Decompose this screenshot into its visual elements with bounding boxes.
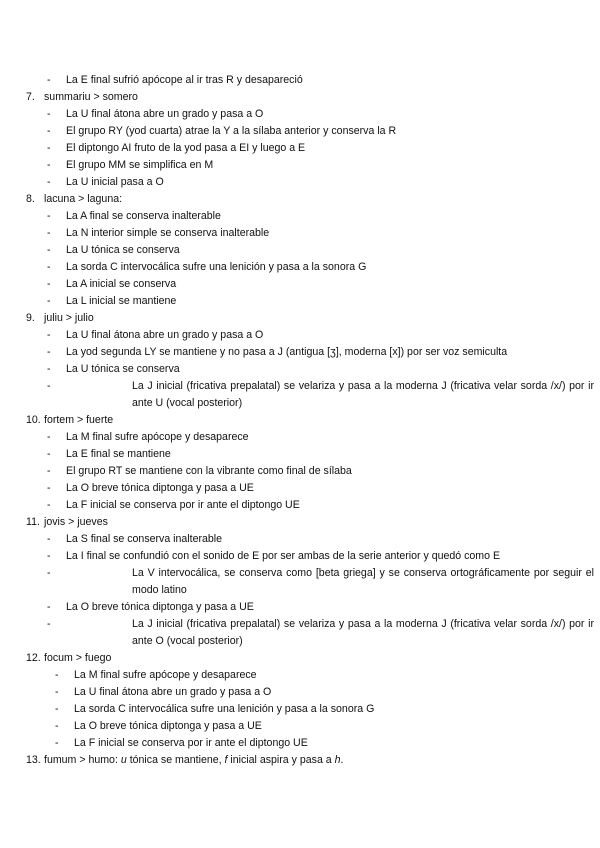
list-item <box>0 208 600 225</box>
heading-number: 7. <box>26 91 35 103</box>
list-item <box>0 225 600 242</box>
list-item-text: La U tónica se conserva <box>66 363 180 375</box>
list-item-text: La U inicial pasa a O <box>66 176 164 188</box>
list-item-text: El grupo RY (yod cuarta) atrae la Y a la sílaba anterior y conserva la R <box>66 125 397 137</box>
list-item <box>0 276 600 293</box>
heading-text-part: f <box>224 754 228 766</box>
list-item <box>0 616 600 650</box>
bullet-dash: - <box>55 737 59 749</box>
list-item-text: La O breve tónica diptonga y pasa a UE <box>66 601 254 613</box>
heading-number: 10. <box>26 414 41 426</box>
bullet-dash: - <box>47 363 51 375</box>
list-item <box>0 429 600 446</box>
bullet-dash: - <box>47 380 51 392</box>
bullet-dash: - <box>47 448 51 460</box>
heading-text <box>44 752 344 769</box>
bullet-dash: - <box>47 244 51 256</box>
heading-text-part: u <box>120 754 127 766</box>
heading-text: jovis > jueves <box>44 516 108 528</box>
list-item <box>0 735 600 752</box>
numbered-heading <box>0 650 600 667</box>
bullet-dash: - <box>47 74 51 86</box>
list-item <box>0 667 600 684</box>
bullet-dash: - <box>55 669 59 681</box>
bullet-dash: - <box>47 465 51 477</box>
numbered-heading <box>0 412 600 429</box>
bullet-dash: - <box>47 346 51 358</box>
numbered-heading <box>0 89 600 106</box>
document-body <box>0 72 600 769</box>
numbered-heading <box>0 514 600 531</box>
heading-text: summariu > somero <box>44 91 138 103</box>
bullet-dash: - <box>47 499 51 511</box>
list-item-text: La M final sufre apócope y desaparece <box>66 431 249 443</box>
list-item-text: La N interior simple se conserva inalterable <box>66 227 270 239</box>
list-item-text: La U tónica se conserva <box>66 244 180 256</box>
list-item <box>0 701 600 718</box>
list-item-text: El grupo RT se mantiene con la vibrante como final de sílaba <box>66 465 352 477</box>
list-item <box>0 344 600 361</box>
bullet-dash: - <box>47 329 51 341</box>
heading-text-part: inicial aspira y pasa a <box>227 754 335 766</box>
list-item <box>0 123 600 140</box>
list-item <box>0 497 600 514</box>
list-item-text: La sorda C intervocálica sufre una lenición y pasa a la sonora G <box>74 703 375 715</box>
bullet-dash: - <box>47 125 51 137</box>
list-item-text: La L inicial se mantiene <box>66 295 177 307</box>
bullet-dash: - <box>47 108 51 120</box>
heading-text-part: . <box>340 754 344 766</box>
list-item-text: La U final átona abre un grado y pasa a O <box>66 108 264 120</box>
list-item-text: La sorda C intervocálica sufre una lenición y pasa a la sonora G <box>66 261 367 273</box>
list-item <box>0 684 600 701</box>
list-item <box>0 293 600 310</box>
bullet-dash: - <box>55 686 59 698</box>
list-item <box>0 463 600 480</box>
list-item <box>0 72 600 89</box>
list-item <box>0 446 600 463</box>
list-item-text: La F inicial se conserva por ir ante el diptongo UE <box>74 737 308 749</box>
bullet-dash: - <box>47 227 51 239</box>
bullet-dash: - <box>47 567 51 579</box>
bullet-dash: - <box>47 550 51 562</box>
bullet-dash: - <box>47 261 51 273</box>
list-item <box>0 157 600 174</box>
heading-number: 8. <box>26 193 35 205</box>
heading-number: 9. <box>26 312 35 324</box>
bullet-dash: - <box>47 601 51 613</box>
list-item-text: La J inicial (fricativa prepalatal) se velariza y pasa a la moderna J (fricativa velar sorda /x/) por ir ante O (vocal posterior) <box>132 618 594 647</box>
list-item-text: La A final se conserva inalterable <box>66 210 221 222</box>
bullet-dash: - <box>47 159 51 171</box>
list-item-text: La I final se confundió con el sonido de E por ser ambas de la serie anterior y quedó como E <box>66 550 501 562</box>
bullet-dash: - <box>47 210 51 222</box>
numbered-heading <box>0 752 600 769</box>
list-item-text: La U final átona abre un grado y pasa a O <box>66 329 264 341</box>
heading-text: focum > fuego <box>44 652 112 664</box>
bullet-dash: - <box>47 142 51 154</box>
list-item <box>0 361 600 378</box>
list-item-text: El diptongo AI fruto de la yod pasa a EI y luego a E <box>66 142 306 154</box>
numbered-heading <box>0 310 600 327</box>
bullet-dash: - <box>47 431 51 443</box>
list-item-text: La J inicial (fricativa prepalatal) se velariza y pasa a la moderna J (fricativa velar sorda /x/) por ir ante U (vocal posterior) <box>132 380 594 409</box>
list-item-text: La E final sufrió apócope al ir tras R y desapareció <box>66 74 303 86</box>
list-item <box>0 140 600 157</box>
heading-number: 11. <box>26 516 40 528</box>
list-item-text: La E final se mantiene <box>66 448 171 460</box>
list-item-text: La yod segunda LY se mantiene y no pasa a J (antigua [ʒ], moderna [x]) por ser voz semiculta <box>66 346 508 358</box>
list-item-text: La U final átona abre un grado y pasa a O <box>74 686 272 698</box>
list-item-text: La M final sufre apócope y desaparece <box>74 669 257 681</box>
list-item <box>0 599 600 616</box>
bullet-dash: - <box>47 295 51 307</box>
list-item-text: La O breve tónica diptonga y pasa a UE <box>66 482 254 494</box>
list-item-text: La F inicial se conserva por ir ante el diptongo UE <box>66 499 300 511</box>
list-item <box>0 718 600 735</box>
bullet-dash: - <box>47 278 51 290</box>
bullet-dash: - <box>55 720 59 732</box>
list-item <box>0 480 600 497</box>
list-item-text: El grupo MM se simplifica en M <box>66 159 214 171</box>
list-item <box>0 327 600 344</box>
bullet-dash: - <box>47 176 51 188</box>
bullet-dash: - <box>55 703 59 715</box>
list-item <box>0 565 600 599</box>
numbered-heading <box>0 191 600 208</box>
heading-text: juliu > julio <box>44 312 94 324</box>
heading-text-part: fumum > humo: <box>44 754 121 766</box>
list-item <box>0 106 600 123</box>
list-item <box>0 548 600 565</box>
heading-text-part: h <box>334 754 341 766</box>
bullet-dash: - <box>47 482 51 494</box>
bullet-dash: - <box>47 533 51 545</box>
list-item <box>0 378 600 412</box>
list-item <box>0 531 600 548</box>
heading-text: fortem > fuerte <box>44 414 114 426</box>
list-item <box>0 259 600 276</box>
list-item-text: La S final se conserva inalterable <box>66 533 223 545</box>
heading-text-part: tónica se mantiene, <box>126 754 225 766</box>
list-item-text: La O breve tónica diptonga y pasa a UE <box>74 720 262 732</box>
heading-number: 13. <box>26 754 41 766</box>
list-item <box>0 242 600 259</box>
heading-text: lacuna > laguna: <box>44 193 123 205</box>
bullet-dash: - <box>47 618 51 630</box>
list-item-text: La A inicial se conserva <box>66 278 177 290</box>
list-item <box>0 174 600 191</box>
heading-number: 12. <box>26 652 41 664</box>
list-item-text: La V intervocálica, se conserva como [beta griega] y se conserva ortográficamente por seguir el modo latino <box>132 567 594 596</box>
